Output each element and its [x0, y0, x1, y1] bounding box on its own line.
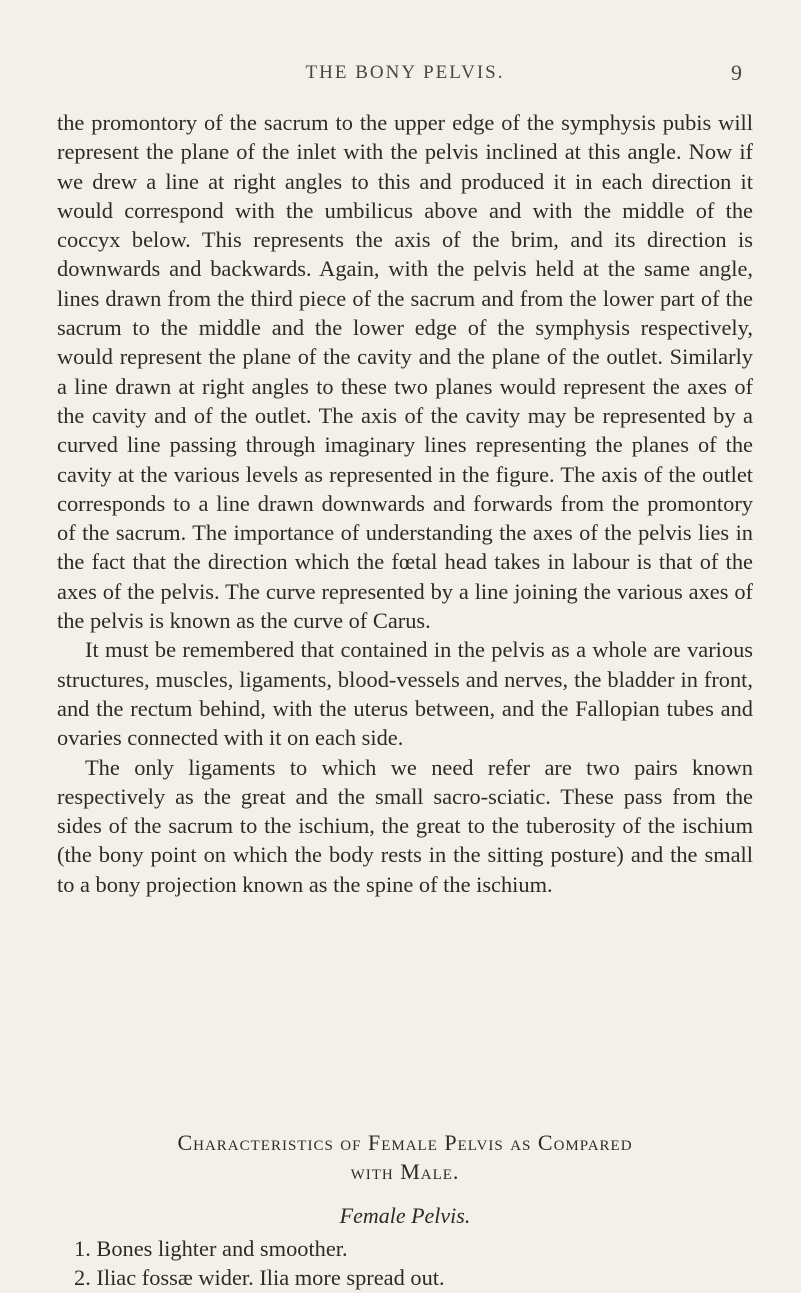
characteristics-list [74, 1234, 754, 1293]
running-head [60, 62, 750, 90]
list-item: 1. Bones lighter and smoother. [74, 1236, 348, 1261]
section-heading [57, 1128, 753, 1186]
page-number: 9 [731, 60, 742, 85]
list-item: 2. Iliac fossæ wider. Ilia more spread out. [74, 1265, 445, 1291]
paragraph-ligaments: The only ligaments to which we need refer are two pairs known respectively as the great and the small sacro-sciatic. These pass from the sides of the sacrum to the ischium, the great to the tuberosity of the ischium (the bony point on which the body rests in the sitting posture) and the small to a bony projection known as the spine of the ischium. [57, 754, 753, 897]
running-title: THE BONY PELVIS. [305, 62, 505, 83]
paragraph-contents-of-pelvis: It must be remembered that contained in the pelvis as a whole are various structures, muscles, ligaments, blood-vessels and nerves, the bladder in front, and the rectum behind, with the uterus between, and the Fallopian tubes and ovaries connected with it on each side. [57, 637, 753, 751]
paragraph-continued: the promontory of the sacrum to the upper edge of the symphysis pubis will represent the plane of the inlet with the pelvis inclined at this angle. Now if we drew a line at right angles to this and produced it in each direction it would correspond with the umbilicus above and with the middle of the coccyx below. This represents the axis of the brim, and its direction is downwards and backwards. Again, with the pelvis held at the same angle, lines drawn from the third piece of the sacrum and from the lower part of the sacrum to the middle and the lower edge of the symphysis respectively, would represent the plane of the cavity and the plane of the outlet. Similarly a line drawn at right angles to these two planes would represent the axes of the cavity and of the outlet. The axis of the cavity may be represented by a curved line passing through imaginary lines representing the planes of the cavity at the various levels as represented in the figure. The axis of the outlet corresponds to a line drawn downwards and forwards from the promontory of the sacrum. The importance of understanding the axes of the pelvis lies in the fact that the direction which the fœtal head takes in labour is that of the axes of the pelvis. The curve represented by a line joining the various axes of the pelvis is known as the curve of Carus. [57, 110, 753, 634]
section-heading-line-1: Characteristics of Female Pelvis as Compared [177, 1130, 633, 1155]
body-text [57, 108, 753, 899]
section-heading-line-2: with Male. [350, 1159, 460, 1184]
sub-heading: Female Pelvis. [339, 1203, 471, 1228]
